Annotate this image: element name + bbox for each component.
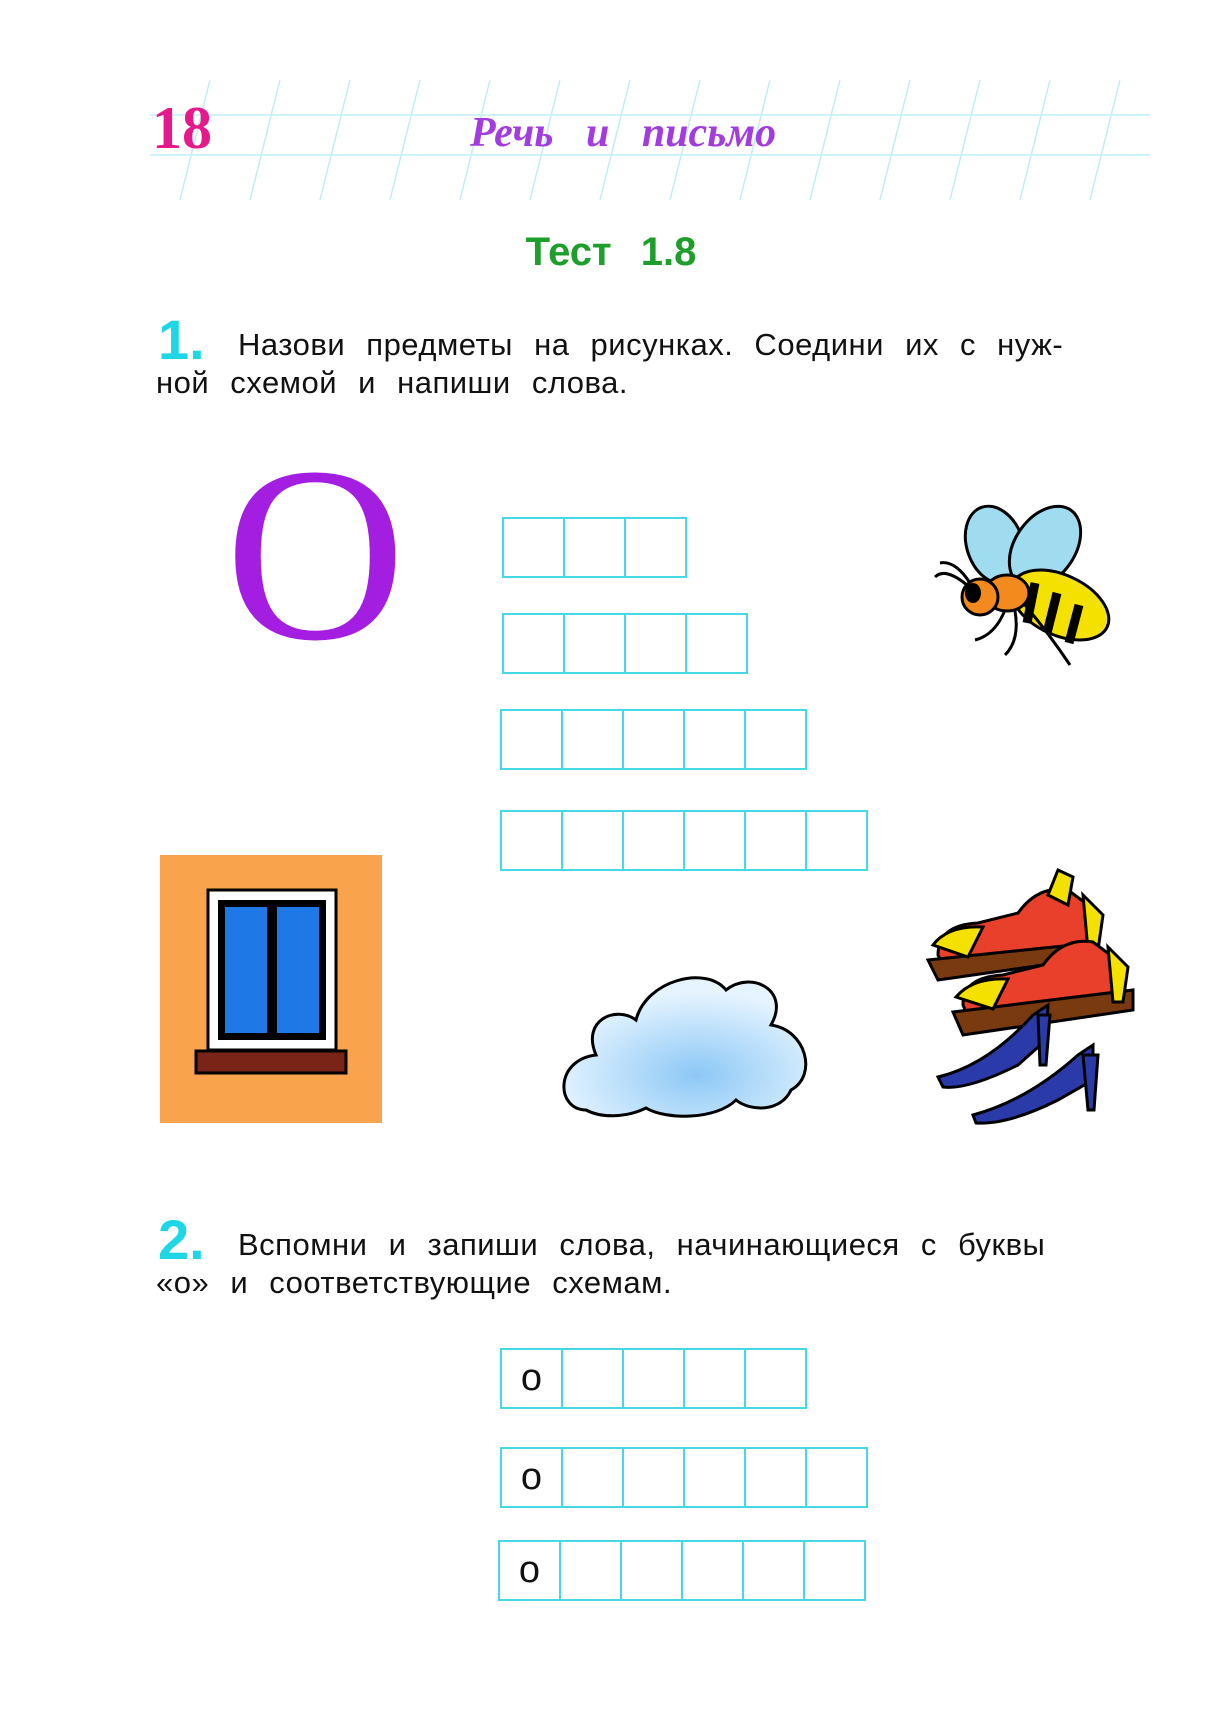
scheme-cell[interactable]: [622, 810, 685, 871]
scheme-cell[interactable]: [561, 1447, 624, 1508]
bee-picture: [935, 505, 1135, 675]
scheme-cell[interactable]: [683, 709, 746, 770]
task1-scheme-2: [502, 613, 746, 674]
test-title: Тест 1.8: [525, 230, 697, 274]
scheme-first-letter: о: [500, 1447, 563, 1508]
scheme-cell[interactable]: [620, 1540, 683, 1601]
scheme-cell[interactable]: [563, 613, 626, 674]
scheme-cell[interactable]: [744, 810, 807, 871]
scheme-cell[interactable]: [744, 709, 807, 770]
big-letter-o: О: [225, 416, 406, 693]
scheme-cell[interactable]: [622, 1348, 685, 1409]
scheme-cell[interactable]: [500, 709, 563, 770]
cloud-picture: [556, 950, 812, 1120]
task2-text-line1: Вспомни и запиши слова, начинающиеся с буквы: [238, 1227, 1046, 1262]
scheme-cell[interactable]: [805, 1447, 868, 1508]
scheme-first-letter: о: [498, 1540, 561, 1601]
scheme-cell[interactable]: [502, 613, 565, 674]
task1-text-line2: ной схемой и напиши слова.: [156, 365, 629, 400]
task1-text-line1: Назови предметы на рисунках. Соедини их с нуж-: [238, 327, 1064, 362]
scheme-cell[interactable]: [742, 1540, 805, 1601]
scheme-cell[interactable]: [685, 613, 748, 674]
scheme-cell[interactable]: [563, 517, 626, 578]
scheme-cell[interactable]: [681, 1540, 744, 1601]
scheme-cell[interactable]: [559, 1540, 622, 1601]
task2-text-line2: «о» и соответствующие схемам.: [156, 1265, 673, 1300]
scheme-cell[interactable]: [622, 1447, 685, 1508]
scheme-cell[interactable]: [683, 810, 746, 871]
scheme-cell[interactable]: [744, 1348, 807, 1409]
scheme-cell[interactable]: [805, 810, 868, 871]
scheme-cell[interactable]: [803, 1540, 866, 1601]
scheme-cell[interactable]: [622, 709, 685, 770]
task1-scheme-1: [502, 517, 685, 578]
scheme-first-letter: о: [500, 1348, 563, 1409]
task1-scheme-3: [500, 709, 805, 770]
scheme-cell[interactable]: [561, 810, 624, 871]
task1-number: 1.: [158, 308, 205, 371]
task2-scheme-2: [500, 1447, 866, 1508]
scheme-cell[interactable]: [500, 810, 563, 871]
scheme-cell[interactable]: [683, 1447, 746, 1508]
scheme-cell[interactable]: [624, 517, 687, 578]
task2-number: 2.: [158, 1208, 205, 1271]
shoes-picture: [928, 865, 1138, 1120]
section-title: Речь и письмо: [470, 110, 777, 156]
scheme-cell[interactable]: [624, 613, 687, 674]
scheme-cell[interactable]: [683, 1348, 746, 1409]
page-number: 18: [152, 95, 212, 161]
window-picture: [160, 855, 382, 1123]
scheme-cell[interactable]: [561, 1348, 624, 1409]
scheme-cell[interactable]: [502, 517, 565, 578]
task2-scheme-3: [498, 1540, 864, 1601]
scheme-cell[interactable]: [561, 709, 624, 770]
task1-scheme-4: [500, 810, 866, 871]
scheme-cell[interactable]: [744, 1447, 807, 1508]
task2-scheme-1: [500, 1348, 805, 1409]
